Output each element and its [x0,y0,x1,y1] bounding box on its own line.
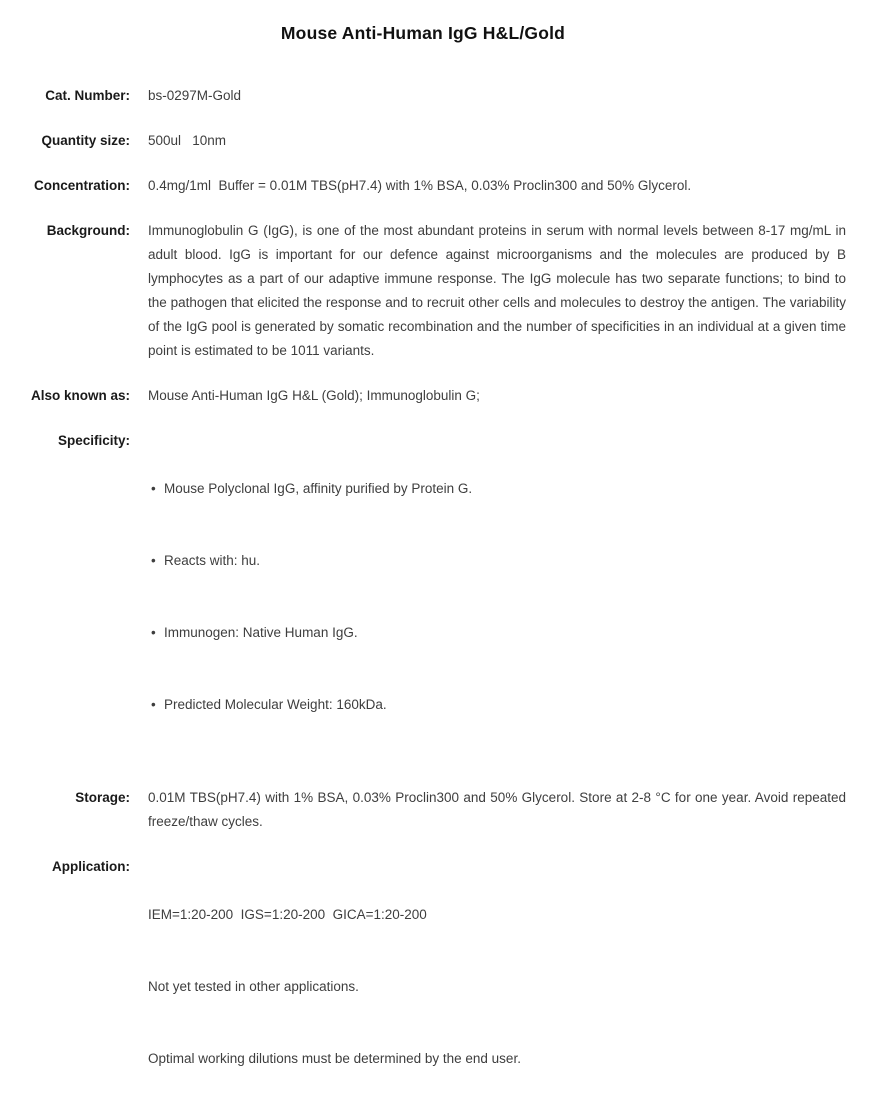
page-title: Mouse Anti-Human IgG H&L/Gold [280,23,566,43]
storage-value: 0.01M TBS(pH7.4) with 1% BSA, 0.03% Proclin300 and 50% Glycerol. Store at 2-8 °C for one year. Avoid repeated freeze/thaw cycles. [148,790,846,829]
bullet-icon: • [151,625,156,640]
specificity-label: Specificity: [57,433,130,448]
field-row-application [0,855,846,1119]
background-label: Background: [46,223,130,238]
application-note-line: Not yet tested in other applications. [148,979,359,994]
bullet-icon: • [151,553,156,568]
application-optimal-line: Optimal working dilutions must be determined by the end user. [148,1051,521,1066]
background-value: Immunoglobulin G (IgG), is one of the most abundant proteins in serum with normal levels between 8-17 mg/mL in adult blood. IgG is important for our defence against microorganisms and the molecules are produced by B lymphocytes as a part of our adaptive immune response. The IgG molecule has two separate functions; to bind to the pathogen that elicited the response and to recruit other cells and molecules to destroy the antigen. The variability of the IgG pool is generated by somatic recombination and the number of specificities in an individual at a given time point is estimated to be 1011 variants. [148,223,846,358]
specificity-bullet-item [148,477,846,501]
field-row-cat-number [0,84,846,108]
field-row-also-known-as [0,384,846,408]
field-row-specificity [0,429,846,765]
application-value [148,855,846,1119]
bullet-icon: • [151,697,156,712]
quantity-size-value: 500ul 10nm [148,133,227,148]
also-known-as-value: Mouse Anti-Human IgG H&L (Gold); Immunoglobulin G; [148,388,480,403]
specificity-bullet-item [148,693,846,717]
concentration-value: 0.4mg/1ml Buffer = 0.01M TBS(pH7.4) with 1% BSA, 0.03% Proclin300 and 50% Glycerol. [148,178,692,193]
field-row-concentration [0,174,846,198]
specificity-bullet-text: Reacts with: hu. [164,553,261,568]
concentration-label: Concentration: [34,178,130,193]
bullet-icon: • [151,481,156,496]
quantity-size-label: Quantity size: [41,133,130,148]
storage-label: Storage: [75,790,130,805]
application-label: Application: [52,859,130,874]
cat-number-value: bs-0297M-Gold [148,88,242,103]
field-row-quantity-size [0,129,846,153]
specificity-bullet-item [148,621,846,645]
field-row-background [0,219,846,363]
application-dilutions-line: IEM=1:20-200 IGS=1:20-200 GICA=1:20-200 [148,907,427,922]
specificity-value [148,429,846,765]
field-row-storage [0,786,846,834]
specificity-bullet-text: Predicted Molecular Weight: 160kDa. [164,697,387,712]
specificity-bullet-text: Mouse Polyclonal IgG, affinity purified by Protein G. [164,481,473,496]
also-known-as-label: Also known as: [30,388,130,403]
cat-number-label: Cat. Number: [45,88,130,103]
specificity-bullet-text: Immunogen: Native Human IgG. [164,625,358,640]
specificity-bullet-item [148,549,846,573]
